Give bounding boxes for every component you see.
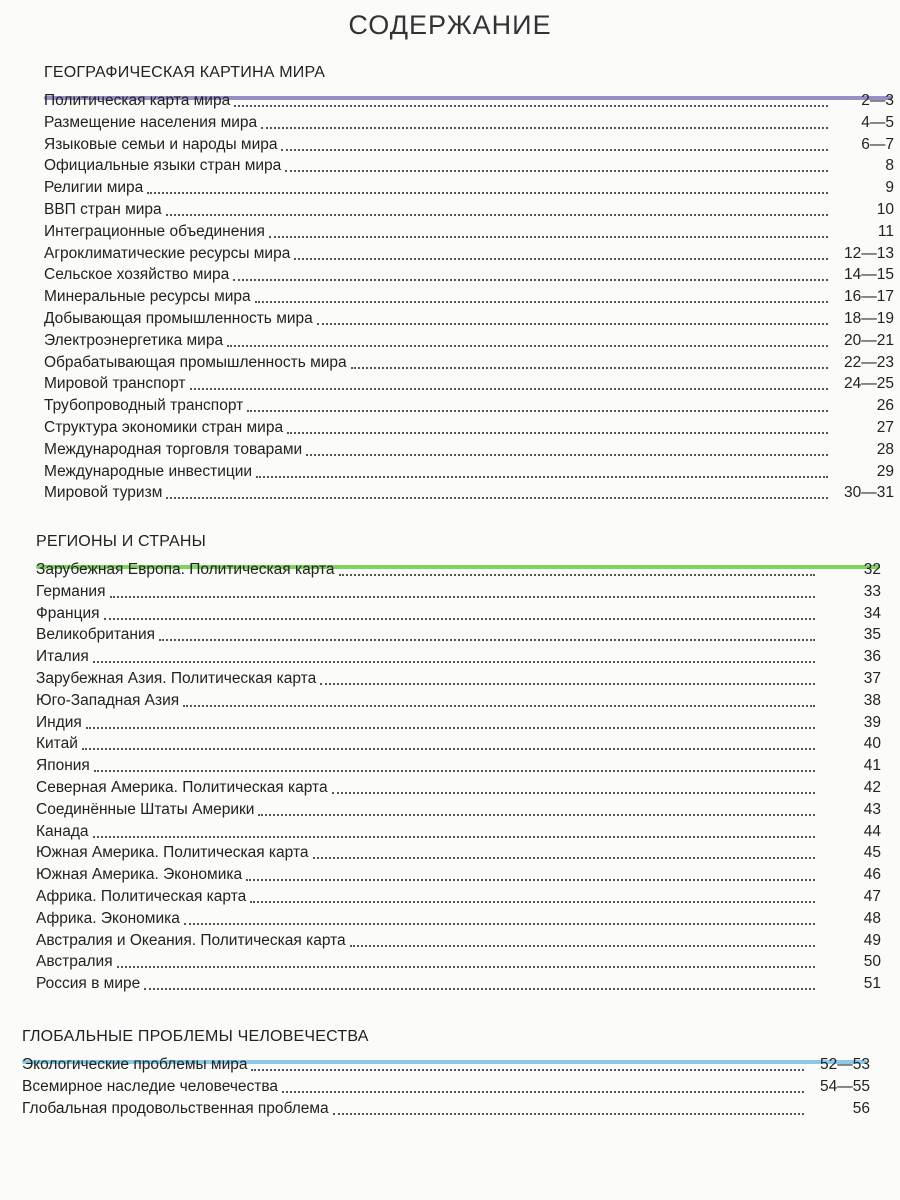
toc-entry-page: 12—13 [844, 244, 894, 262]
toc-entry-label: Австралия [36, 953, 113, 971]
toc-entry-label: Международные инвестиции [44, 462, 253, 480]
toc-entry[interactable] [36, 622, 881, 644]
toc-entry-page: 44 [863, 822, 881, 840]
toc-entry-page: 16—17 [844, 288, 894, 306]
dot-leader [82, 748, 815, 750]
toc-entry-label: Религии мира [44, 179, 144, 197]
toc-entry-label: Мировой транспорт [44, 375, 186, 393]
toc-entry[interactable] [44, 350, 894, 372]
toc-entry[interactable] [36, 884, 881, 906]
toc-entry-page: 39 [863, 713, 881, 731]
toc-entry-page: 40 [863, 735, 881, 753]
dot-leader [93, 661, 815, 663]
toc-entry[interactable] [44, 480, 894, 502]
toc-entry-page: 4—5 [861, 113, 894, 131]
toc-entry-label: Китай [36, 735, 78, 753]
toc-entry-label: Германия [36, 582, 106, 600]
toc-entry[interactable] [36, 753, 881, 775]
dot-leader [93, 836, 816, 838]
toc-entry-page: 26 [876, 397, 894, 415]
toc-entry[interactable] [36, 906, 881, 928]
dot-leader [351, 367, 828, 369]
toc-entry-label: Италия [36, 648, 89, 666]
dot-leader [117, 966, 815, 968]
toc-entry-page: 9 [885, 179, 894, 197]
toc-entry-label: Электроэнергетика мира [44, 331, 224, 349]
toc-entry[interactable] [36, 688, 881, 710]
toc-entry-page: 52—53 [820, 1056, 870, 1073]
dot-leader [282, 1091, 804, 1093]
toc-entry-label: Политическая карта мира [44, 92, 231, 109]
toc-entry[interactable] [36, 557, 881, 579]
toc-entry[interactable] [36, 840, 881, 862]
toc-entry-page: 37 [863, 670, 881, 687]
toc-entry[interactable] [36, 710, 881, 732]
dot-leader [320, 683, 815, 685]
dot-leader [159, 639, 815, 641]
dot-leader [104, 618, 815, 620]
dot-leader [184, 923, 815, 925]
dot-leader [144, 988, 815, 990]
dot-leader [251, 1069, 804, 1071]
dot-leader [227, 345, 828, 347]
dot-leader [233, 279, 828, 281]
toc-entry[interactable] [44, 459, 894, 481]
dot-leader [350, 945, 815, 947]
dot-leader [246, 879, 815, 881]
toc-entry-page: 42 [863, 779, 881, 796]
toc-entry-page: 49 [863, 931, 881, 949]
toc-entry-page: 56 [852, 1099, 870, 1117]
toc-entry-page: 32 [863, 561, 881, 578]
toc-entry-label: Австралия и Океания. Политическая карта [36, 931, 346, 949]
toc-entry[interactable] [36, 797, 881, 819]
toc-entry-label: Структура экономики стран мира [44, 419, 284, 436]
toc-entry-label: Трубопроводный транспорт [44, 397, 244, 415]
section-global [22, 1026, 872, 1146]
toc-entry-label: Канада [36, 822, 89, 840]
toc-entry-label: Россия в мире [36, 975, 141, 993]
section-geography [44, 62, 894, 532]
toc-entry-label: Языковые семьи и народы мира [44, 135, 278, 153]
toc-entry-label: Глобальная продовольственная проблема [22, 1099, 329, 1117]
dot-leader [190, 388, 829, 390]
dot-leader [281, 149, 828, 151]
toc-entry-label: Мировой туризм [44, 484, 163, 502]
toc-entry-page: 29 [876, 462, 894, 480]
dot-leader [269, 236, 828, 238]
toc-entry-label: Южная Америка. Экономика [36, 866, 243, 884]
toc-entry-page: 20—21 [844, 331, 894, 349]
dot-leader [94, 770, 815, 772]
dot-leader [333, 1113, 804, 1115]
toc-entry-page: 33 [863, 582, 881, 600]
page-title: СОДЕРЖАНИЕ [348, 10, 552, 40]
section-title: ГЛОБАЛЬНЫЕ ПРОБЛЕМЫ ЧЕЛОВЕЧЕСТВА [22, 1028, 369, 1045]
toc-entry[interactable] [36, 601, 881, 623]
toc-entry[interactable] [36, 928, 881, 950]
toc-entry-label: Юго-Западная Азия [36, 691, 180, 709]
toc-entry[interactable] [44, 415, 894, 437]
section-title: РЕГИОНЫ И СТРАНЫ [36, 533, 207, 550]
toc-entry[interactable] [44, 132, 894, 154]
dot-leader [339, 574, 815, 576]
toc-entry-page: 46 [863, 866, 881, 884]
toc-entry[interactable] [36, 862, 881, 884]
dot-leader [166, 497, 828, 499]
dot-leader [258, 814, 815, 816]
toc-entry-label: Южная Америка. Политическая карта [36, 844, 309, 862]
dot-leader [183, 705, 815, 707]
toc-entry-label: Соединённые Штаты Америки [36, 800, 255, 818]
toc-entry-label: Африка. Экономика [36, 909, 180, 927]
toc-entry[interactable] [36, 775, 881, 797]
toc-entry-page: 41 [863, 757, 881, 775]
toc-entry[interactable] [44, 371, 894, 393]
toc-entry[interactable] [36, 971, 881, 993]
toc-entry-label: Япония [36, 757, 90, 775]
toc-entry-page: 47 [863, 888, 881, 905]
toc-entry-page: 50 [863, 953, 881, 971]
toc-entry[interactable] [44, 241, 894, 263]
toc-entry[interactable] [44, 306, 894, 328]
toc-entry-page: 35 [863, 626, 881, 644]
toc-entry-page: 24—25 [844, 375, 894, 393]
toc-entry-label: Официальные языки стран мира [44, 157, 282, 175]
dot-leader [166, 214, 828, 216]
toc-entry-page: 54—55 [820, 1077, 870, 1095]
toc-entry-label: Агроклиматические ресурсы мира [44, 244, 291, 262]
toc-entry-page: 51 [863, 975, 881, 993]
toc-entry[interactable] [36, 949, 881, 971]
dot-leader [285, 170, 828, 172]
toc-entry[interactable] [22, 1074, 870, 1096]
toc-entry-label: Добывающая промышленность мира [44, 310, 313, 327]
toc-entry-page: 34 [863, 604, 881, 622]
toc-entry-label: Размещение населения мира [44, 113, 258, 131]
toc-entry-label: Сельское хозяйство мира [44, 266, 230, 284]
dot-leader [332, 792, 815, 794]
toc-entry[interactable] [44, 262, 894, 284]
toc-entry-label: Индия [36, 713, 82, 731]
toc-entry-page: 8 [885, 157, 894, 175]
toc-entry[interactable] [44, 393, 894, 415]
dot-leader [110, 596, 816, 598]
toc-entry-page: 10 [876, 201, 894, 218]
toc-entry[interactable] [22, 1096, 870, 1118]
toc-entry-label: Обрабатывающая промышленность мира [44, 353, 347, 371]
toc-entry-page: 45 [863, 844, 881, 862]
toc-entry-page: 6—7 [861, 135, 894, 153]
toc-entry-page: 38 [863, 691, 881, 709]
toc-entry-label: Зарубежная Европа. Политическая карта [36, 561, 335, 578]
toc-entry-label: Экологические проблемы мира [22, 1056, 248, 1073]
dot-leader [250, 901, 815, 903]
toc-entry[interactable] [36, 666, 881, 688]
section-title: ГЕОГРАФИЧЕСКАЯ КАРТИНА МИРА [44, 64, 326, 81]
toc-entry-page: 30—31 [844, 484, 894, 502]
toc-entry[interactable] [44, 110, 894, 132]
toc-entry[interactable] [36, 579, 881, 601]
toc-entry-label: Африка. Политическая карта [36, 888, 247, 905]
toc-entry[interactable] [44, 88, 894, 110]
dot-leader [247, 410, 828, 412]
dot-leader [234, 105, 828, 107]
toc-entry-label: Великобритания [36, 626, 156, 644]
toc-entry[interactable] [36, 731, 881, 753]
toc-entry-label: ВВП стран мира [44, 201, 162, 218]
dot-leader [86, 727, 815, 729]
dot-leader [287, 432, 828, 434]
toc-entry-page: 2—3 [861, 92, 894, 109]
toc-entry-page: 14—15 [844, 266, 894, 284]
toc-entry[interactable] [44, 197, 894, 219]
dot-leader [255, 301, 828, 303]
toc-entry[interactable] [44, 284, 894, 306]
toc-entry[interactable] [36, 644, 881, 666]
toc-entry[interactable] [44, 328, 894, 350]
toc-entry-page: 22—23 [844, 353, 894, 371]
dot-leader [306, 454, 828, 456]
toc-entry-label: Интеграционные объединения [44, 222, 265, 240]
toc-entry-page: 28 [876, 440, 894, 458]
toc-entry-page: 18—19 [844, 310, 894, 327]
toc-entry[interactable] [22, 1052, 870, 1074]
toc-entry-page: 36 [863, 648, 881, 666]
toc-entry-page: 48 [863, 909, 881, 927]
dot-leader [294, 258, 828, 260]
toc-entry-label: Зарубежная Азия. Политическая карта [36, 670, 317, 687]
toc-entry-label: Франция [36, 604, 100, 622]
dot-leader [147, 192, 828, 194]
toc-entry-page: 27 [876, 419, 894, 436]
toc-entry-label: Всемирное наследие человечества [22, 1077, 279, 1095]
toc-entry[interactable] [44, 219, 894, 241]
toc-entry-page: 11 [877, 222, 894, 240]
dot-leader [261, 127, 828, 129]
toc-entry-label: Международная торговля товарами [44, 440, 303, 458]
dot-leader [256, 476, 828, 478]
dot-leader [317, 323, 828, 325]
toc-entry-label: Северная Америка. Политическая карта [36, 779, 328, 796]
toc-entry-label: Минеральные ресурсы мира [44, 288, 251, 306]
toc-entry[interactable] [44, 437, 894, 459]
toc-entry[interactable] [36, 819, 881, 841]
dot-leader [313, 857, 816, 859]
toc-entry-page: 43 [863, 800, 881, 818]
section-regions [36, 531, 886, 1011]
toc-entry[interactable] [44, 153, 894, 175]
toc-entry[interactable] [44, 175, 894, 197]
